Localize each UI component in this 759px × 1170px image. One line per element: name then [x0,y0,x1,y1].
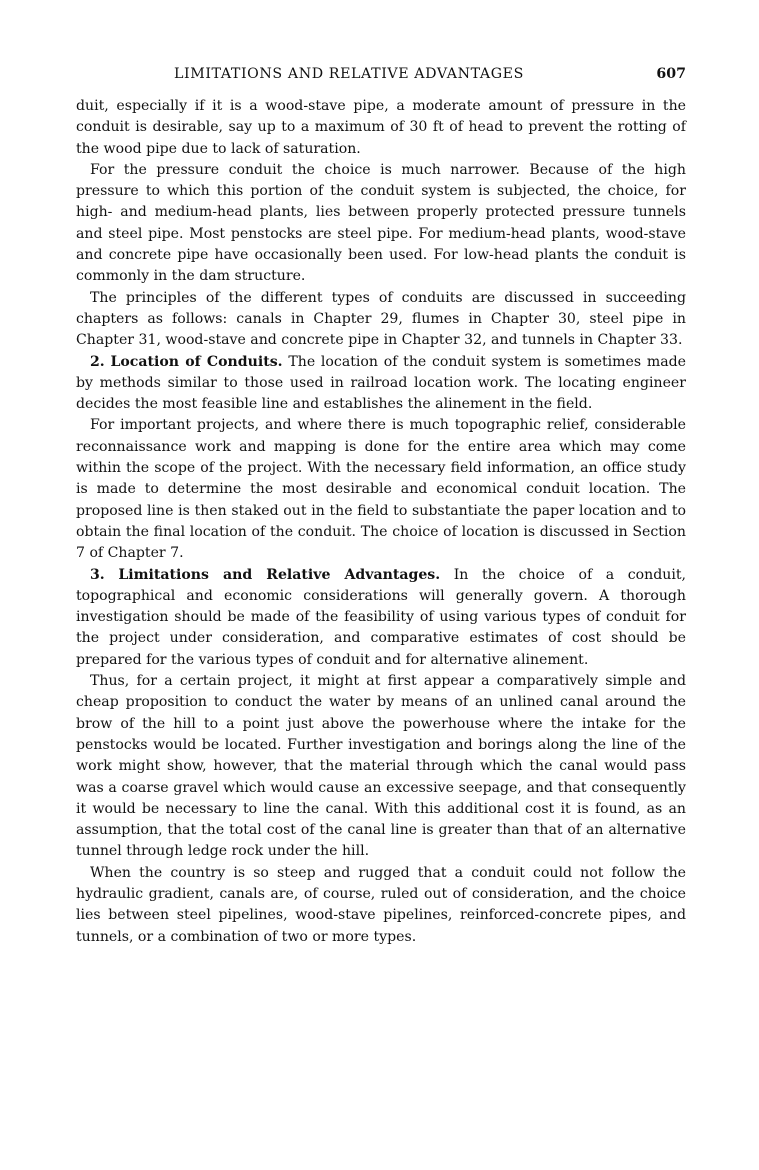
section-number: 2. [90,353,105,370]
paragraph: For the pressure conduit the choice is much narrower. Because of the high pressure to which this portion of the conduit system is subjected, the choice, for high- and medium-head plants, lies between properly protected pressure tunnels and steel pipe. Most penstocks are steel pipe. For medium-head plants, wood-stave and concrete pipe have occasionally been used. For low-head plants the conduit is commonly in the dam structure. [76,161,686,285]
paragraph: When the country is so steep and rugged that a conduit could not follow the hydraulic gradient, canals are, of course, ruled out of consideration, and the choice lies between steel pipelines, wood-stave pipelines, reinforced-concrete pipes, and tunnels, or a combination of two or more types. [76,864,686,945]
section-title: Limitations and Relative Advantages. [118,566,441,583]
paragraph: For important projects, and where there is much topographic relief, considerable reconnaissance work and mapping is done for the entire area which may come within the scope of the project. With the necessary field information, an office study is made to determine the most desirable and economical conduit location. The proposed line is then staked out in the field to substantiate the paper location and to obtain the final location of the conduit. The choice of location is discussed in Section 7 of Chapter 7. [76,417,686,562]
paragraph: duit, especially if it is a wood-stave pipe, a moderate amount of pressure in the conduit is desirable, say up to a maximum of 30 ft of head to prevent the rotting of the wood pipe due to lack of saturation. [76,98,686,157]
running-header [76,66,686,88]
book-page [76,66,686,948]
section-number: 3. [90,566,105,583]
section-paragraph [76,352,686,416]
running-title: LIMITATIONS AND RELATIVE ADVANTAGES [174,66,524,82]
section-text: In the choice of a conduit, topographical and economic considerations will generally govern. A thorough investigation should be made of the feasibility of using various types of conduit for the project under consideration, and comparative estimates of cost should be prepared for the various types of conduit and for alternative alinement. [76,566,686,668]
section-text: The location of the conduit system is sometimes made by methods similar to those used in railroad location work. The locating engineer decides the most feasible line and establishes the alinement in the field. [76,353,687,413]
page-number: 607 [656,66,686,82]
paragraph: The principles of the different types of conduits are discussed in succeeding chapters as follows: canals in Chapter 29, flumes in Chapter 30, steel pipe in Chapter 31, wood-stave and concrete pipe in Chapter 32, and tunnels in Chapter 33. [76,289,686,349]
section-title: Location of Conduits. [110,353,283,370]
section-paragraph [76,565,686,671]
paragraph: Thus, for a certain project, it might at first appear a comparatively simple and cheap proposition to conduct the water by means of an unlined canal around the brow of the hill to a point just above the powerhouse where the intake for the penstocks would be located. Further investigation and borings along the line of the work might show, however, that the material through which the canal would pass was a coarse gravel which would cause an excessive seepage, and that consequently it would be necessary to line the canal. With this additional cost it is found, as an assumption, that the total cost of the canal line is greater than that of an alternative tunnel through ledge rock under the hill. [76,673,686,860]
